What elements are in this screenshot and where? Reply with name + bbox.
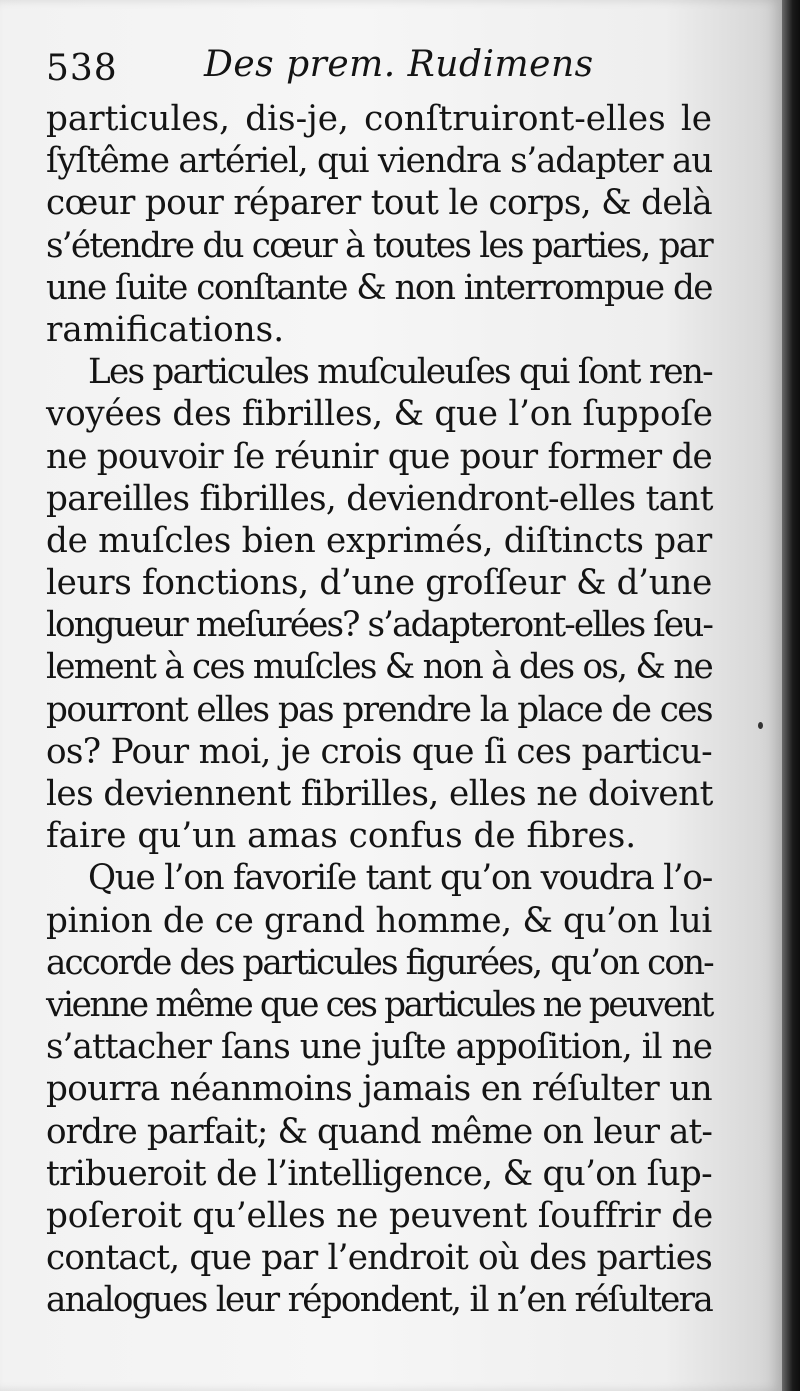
text-line: tribueroit de l’intelligence, & qu’on ſup- (46, 1153, 712, 1194)
text-line: pourra néanmoins jamais en réſulter un (46, 1069, 712, 1110)
page-header (46, 38, 712, 98)
paragraph (46, 351, 712, 857)
body-text (46, 98, 712, 1321)
page-number: 538 (46, 48, 118, 89)
text-line: voyées des fibrilles, & que l’on ſuppoſe (46, 394, 713, 435)
text-line: s’étendre du cœur à toutes les parties, par (46, 225, 712, 266)
text-line: pourront elles pas prendre la place de ces (46, 689, 712, 730)
page-edge-shadow (782, 0, 800, 1391)
text-line: de muſcles bien exprimés, diſtincts par (46, 520, 712, 561)
text-line: contact, que par l’endroit où des parties (46, 1238, 712, 1279)
text-line: Que l’on favoriſe tant qu’on voudra l’o- (88, 858, 712, 899)
text-line: ramifications. (46, 309, 285, 350)
text-line: particules, dis-je, conſtruiront-elles le (46, 99, 712, 139)
paragraph (46, 857, 712, 1321)
text-line: ordre parfait; & quand même on leur at- (46, 1111, 712, 1152)
text-line: les deviennent fibrilles, elles ne doivent (46, 774, 713, 814)
text-line: os? Pour moi, je crois que ſi ces particu- (46, 731, 712, 772)
text-line: faire qu’un amas confus de fibres. (46, 816, 637, 857)
running-head: Des prem. Rudimens (204, 44, 594, 85)
paragraph (46, 98, 712, 351)
text-line: leurs fonctions, d’une groſſeur & d’une (46, 563, 712, 604)
text-line: vienne même que ces particules ne peuvent (46, 984, 712, 1025)
ink-speck (758, 722, 763, 729)
text-line: accorde des particules figurées, qu’on con- (46, 942, 713, 983)
text-line: pinion de ce grand homme, & qu’on lui (46, 900, 712, 941)
text-line: analogues leur répondent, il n’en réſultera (46, 1280, 712, 1321)
text-line: Les particules muſculeuſes qui ſont ren- (88, 352, 712, 393)
text-line: ne pouvoir ſe réunir que pour former de (46, 436, 712, 477)
text-line: ſyſtême artériel, qui viendra s’adapter au (46, 141, 712, 182)
text-line: longueur meſurées? s’adapteront-elles ſeu- (46, 605, 712, 646)
text-line: lement à ces muſcles & non à des os, & ne (46, 647, 712, 688)
text-line: poſeroit qu’elles ne peuvent ſouffrir de (46, 1195, 714, 1236)
text-line: une ſuite conſtante & non interrompue de (46, 267, 712, 308)
text-line: cœur pour réparer tout le corps, & delà (46, 183, 712, 224)
text-line: s’attacher ſans une juſte appoſition, il ne (46, 1027, 712, 1068)
text-line: pareilles fibrilles, deviendront-elles tant (46, 478, 713, 519)
